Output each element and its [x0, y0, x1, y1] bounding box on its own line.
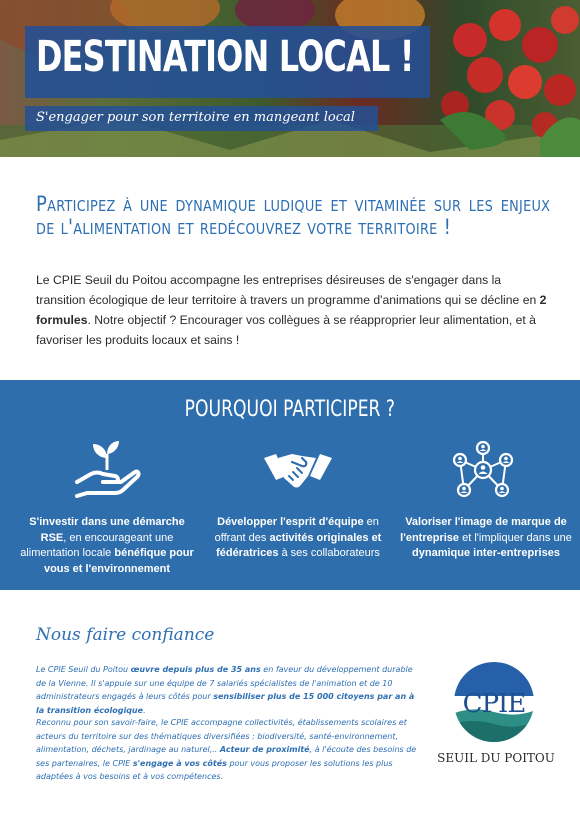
trust-paragraph-expertise: Reconnu pour son savoir-faire, le CPIE accompagne collectivités, établissements scolaires et acteurs du territoire sur des thématiques diversifiées : biodiversité, santé-environnement, alimentation, déchets, jardinage au naturel,.. Acteur de proximité, à l'écoute des besoins de ses partenaires, le CPIE s'engage à vos côtés pour vous proposer les solutions les plus adaptées à vos besoins et à vos compétences.: [36, 718, 417, 781]
trust-title: Nous faire confiance: [36, 625, 215, 645]
formulas-highlight: 2 formules: [36, 293, 547, 327]
page-subtitle: S'engager pour son territoire en mangeant local: [36, 110, 355, 125]
hand-plant-icon: [73, 440, 141, 498]
why-column-brand: Valoriser l'image de marque de l'entreprise et l'impliquer dans une dynamique inter-entreprises: [400, 516, 572, 559]
why-title: POURQUOI PARTICIPER ?: [184, 397, 396, 422]
intro-paragraph: Le CPIE Seuil du Poitou accompagne les entreprises désireuses de s'engager dans la transition écologique de leur territoire à travers un programme d'animations qui se décline en 2 formules. Notre objectif ? Encourager vos collègues à se réapproprier leur alimentation, et à favoriser les produits locaux et sains !: [36, 273, 547, 347]
page-title: DESTINATION LOCAL !: [36, 32, 414, 82]
cpie-logo: [452, 660, 536, 744]
hero-banner: [0, 0, 580, 157]
why-column-rse: S'investir dans une démarche RSE, en encourageant une alimentation locale bénéfique pour vous et l'environnement: [20, 516, 194, 575]
handshake-icon: [262, 446, 334, 496]
logo-name: SEUIL DU POITOU: [437, 751, 555, 765]
svg-text:CPIE: CPIE: [462, 689, 526, 719]
trust-paragraph-history: Le CPIE Seuil du Poitou œuvre depuis plus de 35 ans en faveur du développement durable de la Vienne. Il s'appuie sur une équipe de 7 salariés spécialistes de l'animation et de 10 administrateurs engagés à leurs côtés pour sensibiliser plus de 15 000 citoyens par an à la transition écologique.: [36, 665, 415, 715]
intro-headline: Participez à une dynamique ludique et vitaminée sur les enjeux de l'alimentation et redécouvrez votre territoire !: [36, 192, 551, 239]
network-icon: [450, 440, 516, 502]
why-column-team: Développer l'esprit d'équipe en offrant des activités originales et fédératrices à ses collaborateurs: [214, 516, 382, 559]
